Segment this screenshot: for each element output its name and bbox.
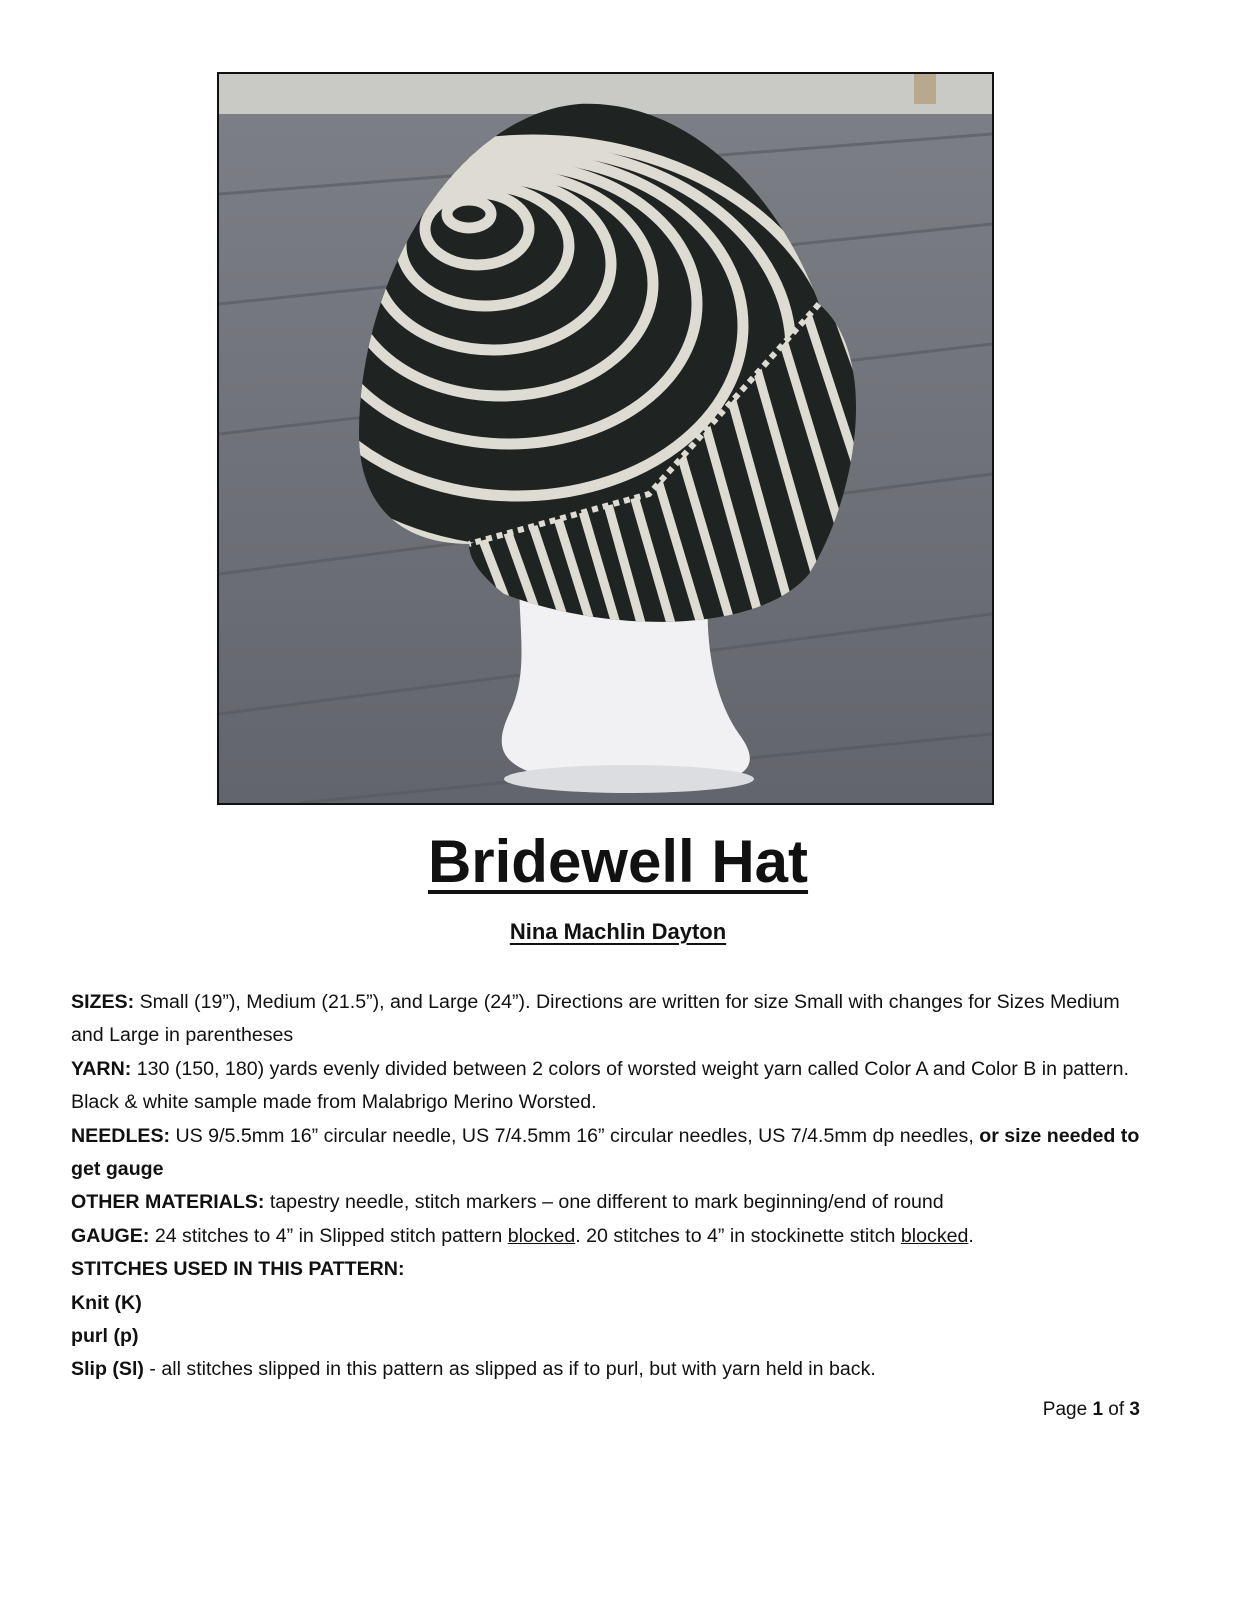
pattern-details	[71, 986, 1146, 1387]
page-of: of	[1103, 1399, 1130, 1420]
gauge-blocked-1: blocked	[507, 1224, 576, 1247]
stitch-slip-label: Slip (Sl)	[71, 1358, 144, 1381]
gauge-blocked-2: blocked	[900, 1224, 969, 1247]
gauge-label: GAUGE:	[71, 1224, 150, 1247]
stitch-purl	[71, 1320, 1146, 1353]
stitch-slip-text: - all stitches slipped in this pattern as slipped as if to purl, but with yarn held in back.	[143, 1358, 876, 1381]
gauge-line	[71, 1220, 1146, 1253]
author-name: Nina Machlin Dayton	[509, 919, 727, 944]
sizes-text: Small (19”), Medium (21.5”), and Large (24”). Directions are written for size Small with changes for Sizes Medium and Large in parentheses	[71, 991, 1120, 1047]
other-materials-text: tapestry needle, stitch markers – one different to mark beginning/end of round	[264, 1191, 944, 1214]
stitch-knit-text: Knit (K)	[71, 1291, 142, 1314]
stitches-heading-text: STITCHES USED IN THIS PATTERN:	[71, 1258, 405, 1281]
yarn-line	[71, 1053, 1146, 1120]
page-prefix: Page	[1042, 1399, 1093, 1420]
gauge-text-1: 24 stitches to 4” in Slipped stitch pattern	[149, 1224, 508, 1247]
stitch-purl-text: purl (p)	[71, 1325, 139, 1348]
page-total: 3	[1129, 1399, 1140, 1420]
stitch-slip	[71, 1353, 1146, 1386]
other-materials-label: OTHER MATERIALS:	[71, 1191, 265, 1214]
yarn-label: YARN:	[71, 1057, 132, 1080]
yarn-text: 130 (150, 180) yards evenly divided between 2 colors of worsted weight yarn called Color A and Color B in pattern. Black & white sample made from Malabrigo Merino Worsted.	[71, 1057, 1129, 1114]
sizes-label: SIZES:	[71, 991, 135, 1013]
stitches-heading	[71, 1253, 1146, 1286]
page-number	[1043, 1396, 1140, 1424]
pattern-title: Bridewell Hat	[427, 828, 809, 895]
gauge-text-2: . 20 stitches to 4” in stockinette stitch	[575, 1224, 901, 1247]
sizes-line	[71, 986, 1146, 1053]
striped-hat-photo-icon	[219, 74, 992, 803]
stitch-knit	[71, 1287, 1146, 1320]
gauge-text-3: .	[968, 1224, 974, 1247]
other-materials-line	[71, 1186, 1146, 1219]
hat-photo	[217, 72, 994, 805]
needles-line	[71, 1120, 1146, 1187]
needles-text: US 9/5.5mm 16” circular needle, US 7/4.5mm 16” circular needles, US 7/4.5mm dp needles,	[170, 1124, 980, 1147]
needles-gauge-note: or size needed to get gauge	[71, 1124, 1140, 1181]
needles-label: NEEDLES:	[71, 1124, 171, 1147]
page-current: 1	[1092, 1399, 1104, 1420]
